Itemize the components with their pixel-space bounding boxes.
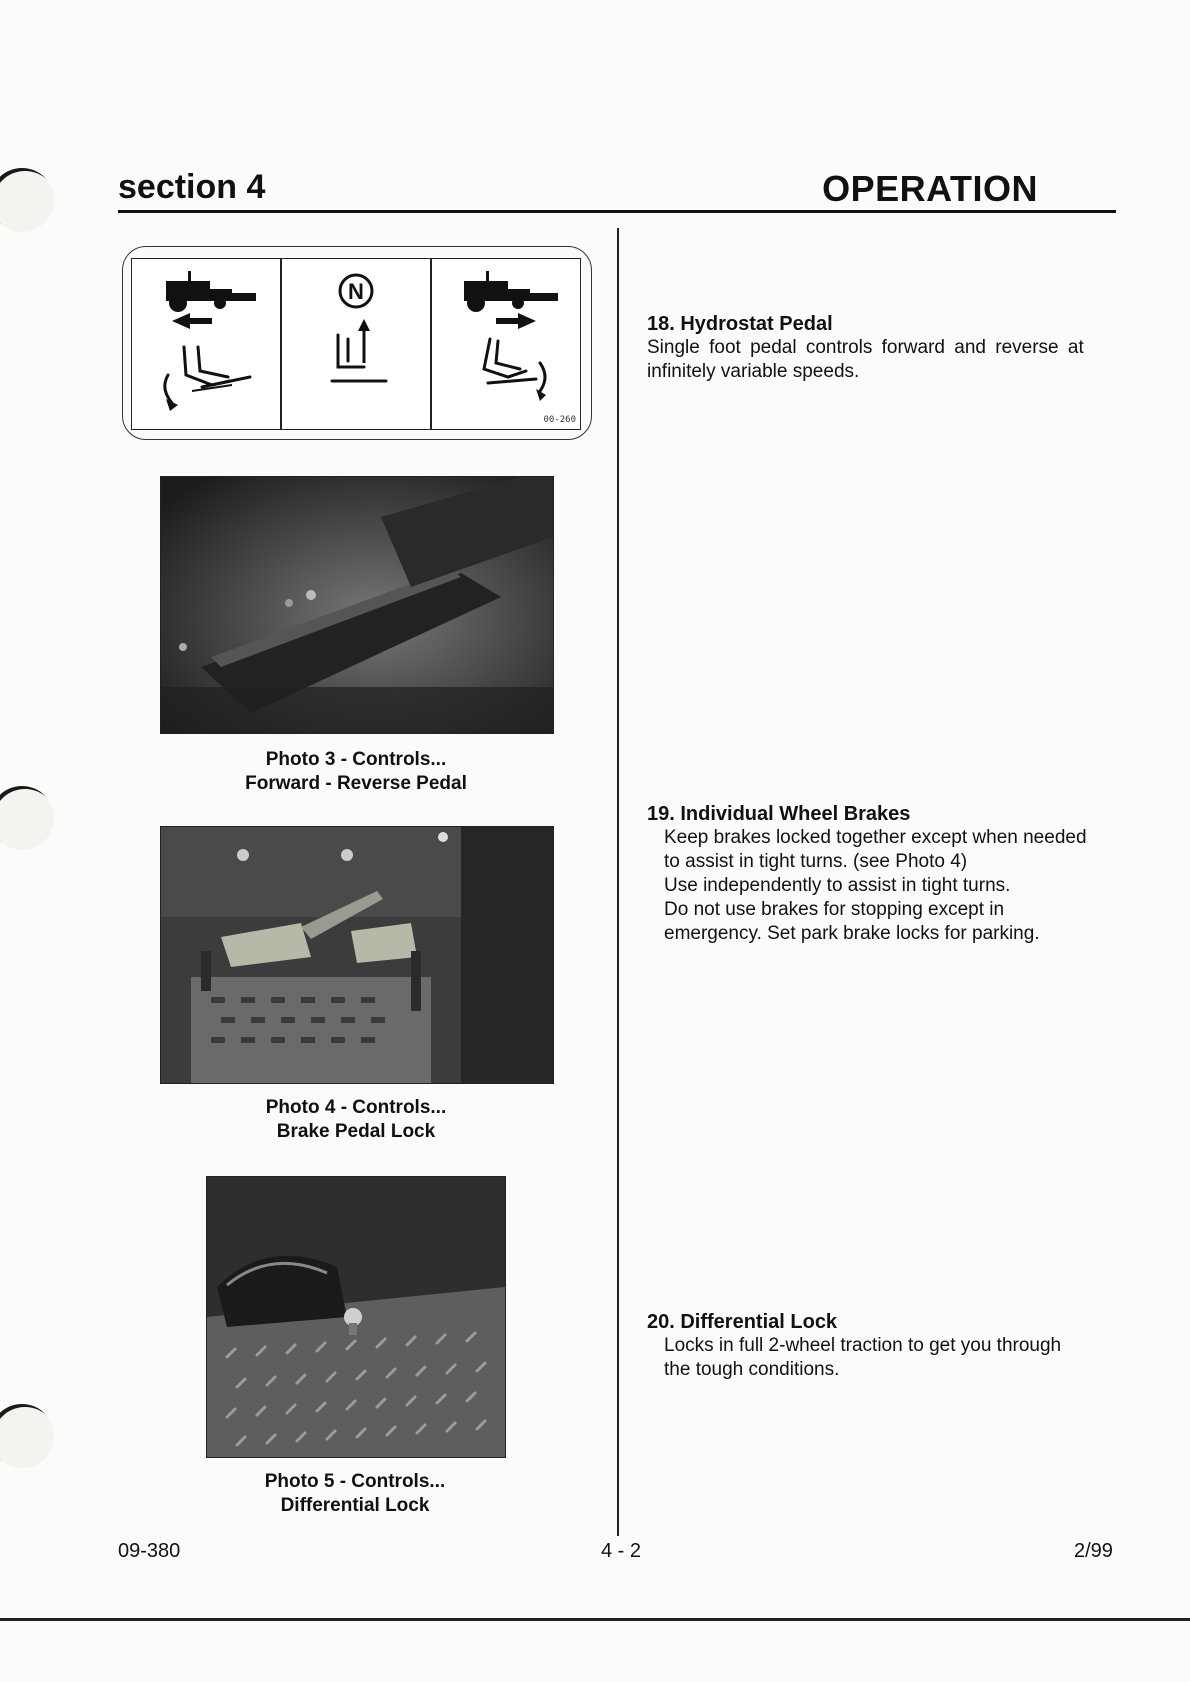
item-wheel-brakes: [647, 802, 1117, 946]
photo-brake-pedal-lock: [160, 826, 554, 1084]
footer-date: 2/99: [1074, 1540, 1113, 1562]
bottom-rule: [0, 1618, 1190, 1621]
caption-line: Photo 4 - Controls...: [265, 1097, 447, 1118]
neutral-panel: [282, 259, 432, 429]
footer-doc-number: 09-380: [118, 1540, 181, 1562]
item-line: Do not use brakes for stopping except in: [664, 899, 1005, 920]
photo-5-caption: [206, 1470, 504, 1518]
pedal-decal: [131, 258, 581, 430]
column-divider: [617, 228, 619, 1536]
item-hydrostat-pedal: [647, 312, 1117, 384]
tractor-reverse-pedal-icon: [132, 259, 281, 429]
item-line: Use independently to assist in tight turns.: [664, 875, 1011, 896]
item-differential-lock: [647, 1310, 1117, 1382]
item-body: [647, 336, 1117, 384]
item-line: infinitely variable speeds.: [647, 361, 860, 382]
item-title: 18. Hydrostat Pedal: [647, 313, 833, 335]
decal-code: 00-260: [543, 415, 576, 425]
photo-differential-lock: [206, 1176, 506, 1458]
caption-line: Brake Pedal Lock: [276, 1121, 436, 1142]
reverse-panel: [132, 259, 282, 429]
item-line: the tough conditions.: [664, 1359, 840, 1380]
item-title: 20. Differential Lock: [647, 1311, 838, 1333]
section-label: section 4: [118, 168, 266, 206]
caption-line: Photo 3 - Controls...: [265, 749, 447, 770]
caption-line: Differential Lock: [280, 1495, 430, 1516]
caption-line: Photo 5 - Controls...: [264, 1471, 446, 1492]
binder-hole: [0, 168, 54, 232]
forward-panel: [432, 259, 580, 429]
item-body: [647, 826, 1117, 946]
binder-hole: [0, 786, 54, 850]
caption-line: Forward - Reverse Pedal: [245, 773, 467, 794]
item-line: to assist in tight turns. (see Photo 4): [664, 851, 968, 872]
item-line: emergency. Set park brake locks for parking.: [664, 923, 1040, 944]
tractor-forward-pedal-icon: [432, 259, 582, 429]
photo-4-caption: [160, 1096, 552, 1144]
neutral-pedal-icon: [282, 259, 431, 429]
item-line: Locks in full 2-wheel traction to get you through: [664, 1335, 1062, 1356]
photo-forward-reverse-pedal: [160, 476, 554, 734]
item-line: Keep brakes locked together except when needed: [664, 827, 1087, 848]
photo-3-caption: [160, 748, 552, 796]
neutral-symbol: N: [348, 279, 364, 304]
page-title: OPERATION: [822, 168, 1038, 209]
item-title: 19. Individual Wheel Brakes: [647, 803, 911, 825]
footer-page-number: 4 - 2: [601, 1540, 642, 1562]
header-rule: [118, 210, 1116, 213]
binder-hole: [0, 1404, 54, 1468]
item-body: [647, 1334, 1117, 1382]
item-line: Single foot pedal controls forward and reverse at: [647, 337, 1084, 358]
